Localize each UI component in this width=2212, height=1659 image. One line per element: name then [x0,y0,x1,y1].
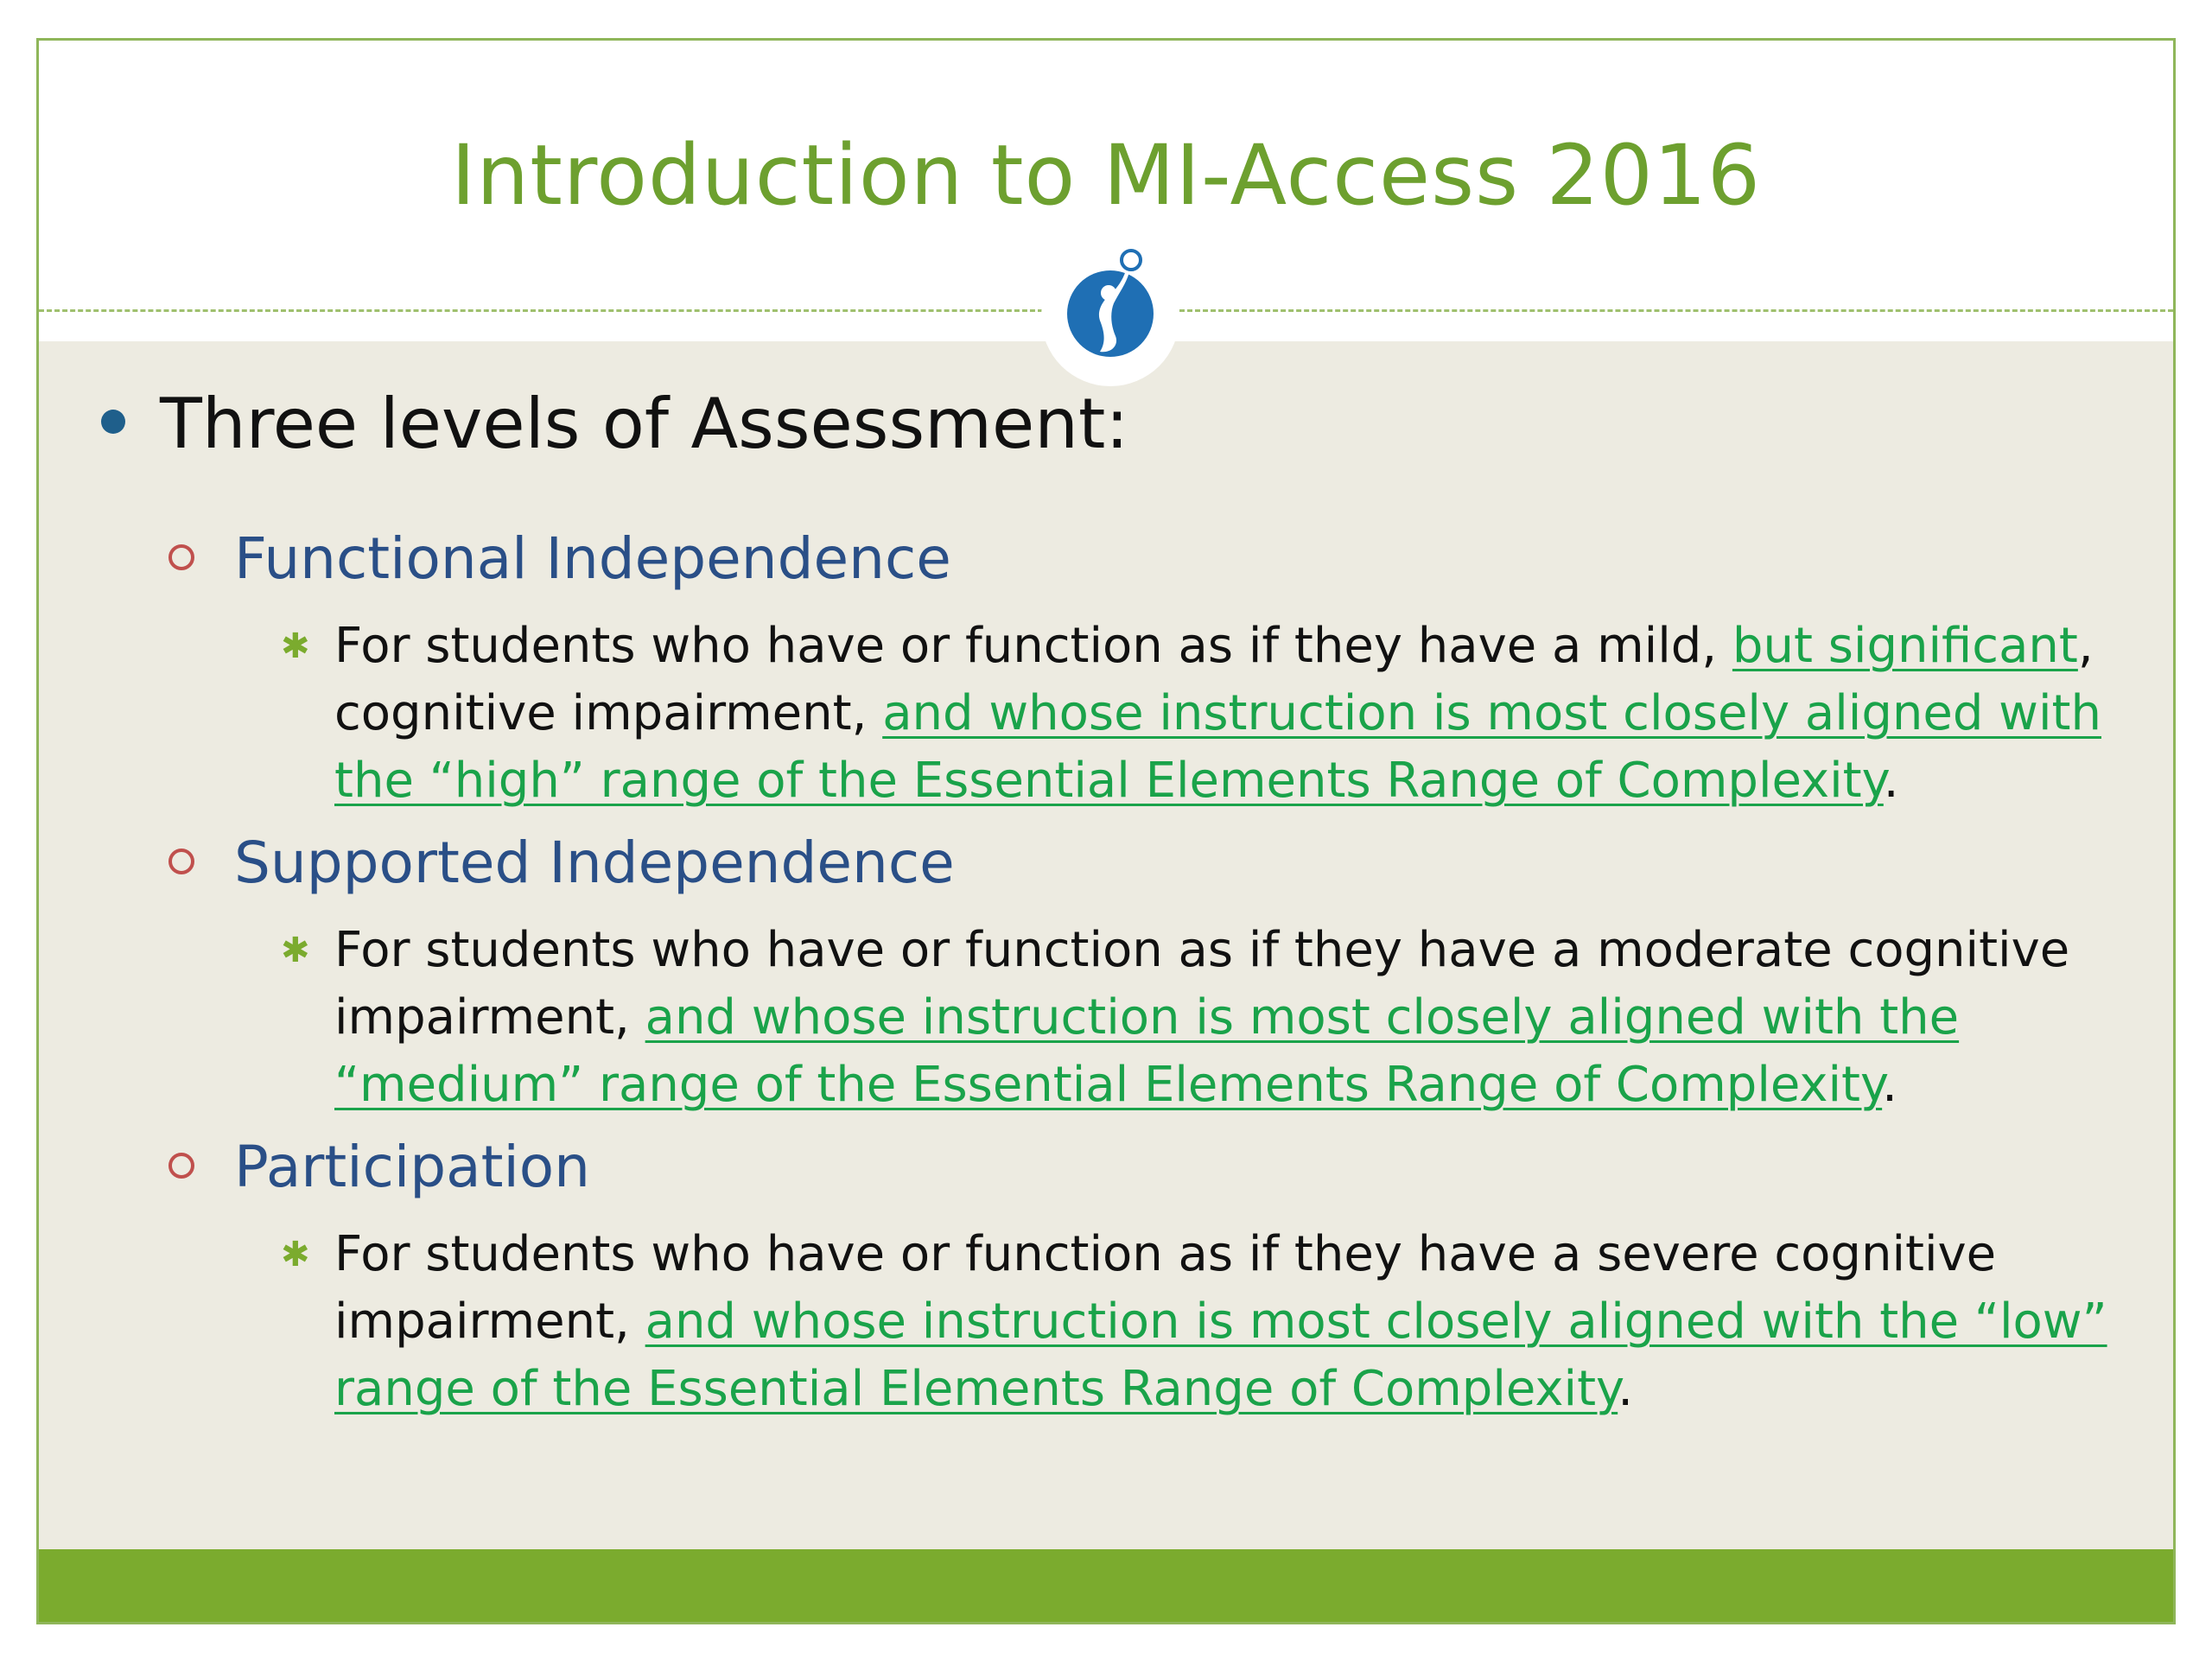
star-bullet-icon: ✱ [281,1235,310,1274]
ring-bullet-icon [168,544,194,570]
description-end-text: . [1882,1057,1897,1113]
slide-body [39,41,2173,1622]
description-end-text: . [1618,1361,1633,1417]
ring-bullet-icon [168,1153,194,1179]
description-link-text: and whose instruction is most closely aligned with the “low” range of the Essential Elements Range of Complexity [334,1294,2107,1417]
star-bullet-icon: ✱ [281,931,310,970]
description-link-text: and whose instruction is most closely aligned with the “high” range of the Essential Elements Range of Complexity [334,685,2101,809]
level-heading-text: Participation [234,1134,591,1200]
description-plain-text: For students who have or function as if they have a severe cognitive impairment, [334,1226,1997,1350]
level-heading-text: Supported Independence [234,830,955,896]
level-description-text [334,613,2176,815]
level-heading-supported-independence [168,829,955,898]
main-bullet [101,381,1128,467]
circle-bullet-icon [101,410,125,434]
level-description-participation [281,1221,2176,1423]
description-end-text: . [1883,753,1899,809]
slide [36,38,2176,1624]
level-heading-text: Functional Independence [234,525,951,592]
description-plain-text: For students who have or function as if they have a mild, [334,618,1732,674]
description-link-text: but significant [1732,618,2078,674]
level-description-supported-independence [281,917,2176,1119]
level-description-text [334,917,2176,1119]
description-link-text: and whose instruction is most closely aligned with the “medium” range of the Essential Elements Range of Complexity [334,989,1960,1113]
main-bullet-text: Three levels of Assessment: [160,384,1129,464]
ring-bullet-icon [168,849,194,874]
level-heading-participation [168,1133,590,1202]
level-description-text [334,1221,2176,1423]
star-bullet-icon: ✱ [281,626,310,666]
slide-title: Introduction to MI-Access 2016 [451,127,1761,224]
description-plain-text: , cognitive impairment, [334,618,2094,741]
description-plain-text: For students who have or function as if they have a moderate cognitive impairment, [334,922,2070,1046]
level-description-functional-independence [281,613,2176,815]
level-heading-functional-independence [168,524,951,594]
